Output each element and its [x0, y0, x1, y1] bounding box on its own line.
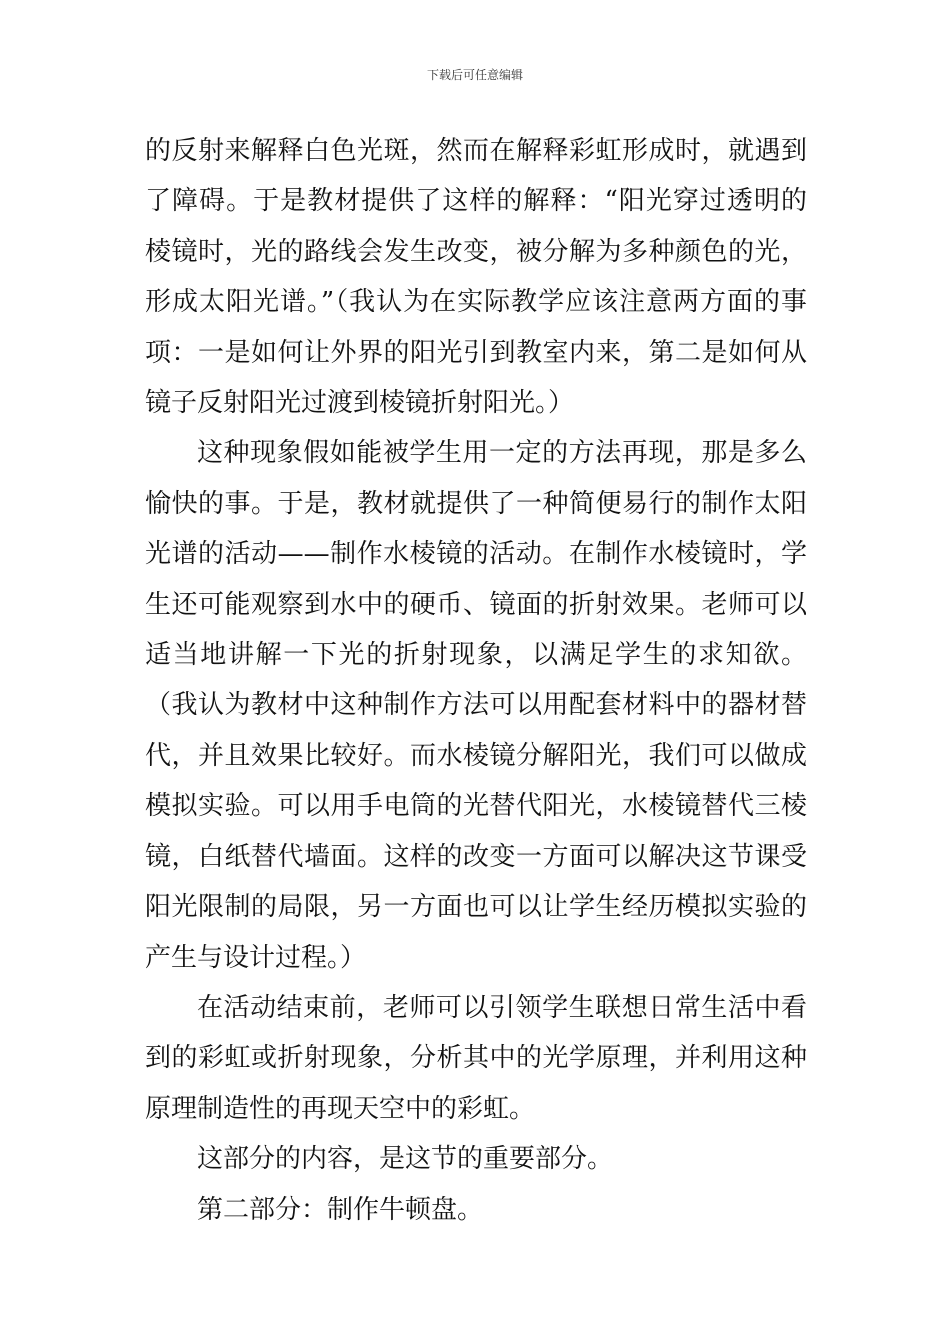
paragraph-second-part: 第二部分：制作牛顿盘。	[197, 1194, 484, 1225]
paragraph-activity-end: 在活动结束前，老师可以引领学生联想日常生活中看到的彩虹或折射现象，分析其中的光学原理，并利用这种原理制造性的再现天空中的彩虹。	[145, 992, 807, 1124]
page-header: 下载后可任意编辑	[426, 68, 523, 82]
document-body	[145, 126, 807, 1235]
paragraph-important-part: 这部分的内容，是这节的重要部分。	[197, 1144, 614, 1175]
paragraph-continuation: 的反射来解释白色光斑，然而在解释彩虹形成时，就遇到了障碍。于是教材提供了这样的解释：“阳光穿过透明的棱镜时，光的路线会发生改变，被分解为多种颜色的光，形成太阳光谱。”（我认为在实际教学应该注意两方面的事项：一是如何让外界的阳光引到教室内来，第二是如何从镜子反射阳光过渡到棱镜折射阳光。）	[145, 136, 807, 419]
paragraph-water-prism: 这种现象假如能被学生用一定的方法再现，那是多么愉快的事。于是，教材就提供了一种简便易行的制作太阳光谱的活动——制作水棱镜的活动。在制作水棱镜时，学生还可能观察到水中的硬币、镜面的折射效果。老师可以适当地讲解一下光的折射现象，以满足学生的求知欲。（我认为教材中这种制作方法可以用配套材料中的器材替代，并且效果比较好。而水棱镜分解阳光，我们可以做成模拟实验。可以用手电筒的光替代阳光，水棱镜替代三棱镜，白纸替代墙面。这样的改变一方面可以解决这节课受阳光限制的局限，另一方面也可以让学生经历模拟实验的产生与设计过程。）	[145, 438, 807, 973]
